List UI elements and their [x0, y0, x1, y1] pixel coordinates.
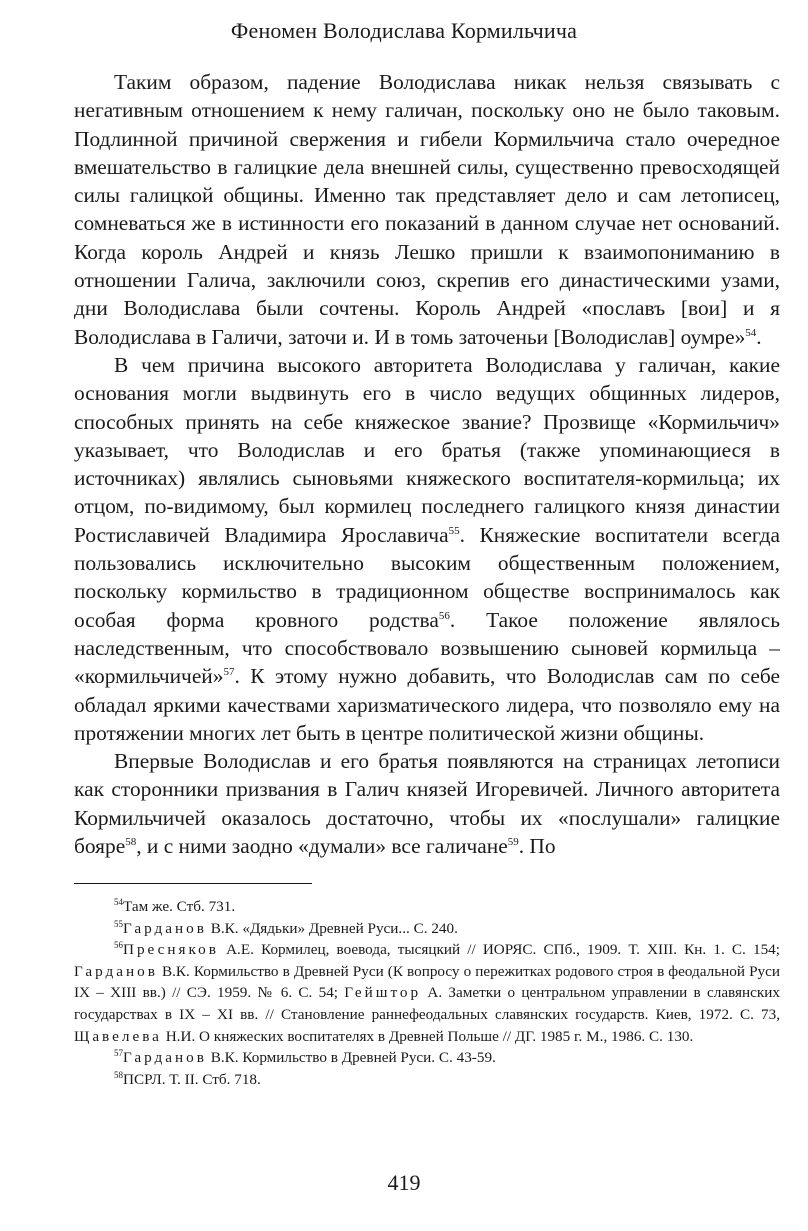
paragraph-1 — [74, 68, 780, 351]
footnote-55 — [74, 918, 780, 940]
footnote-57 — [74, 1047, 780, 1069]
paragraph-2 — [74, 351, 780, 747]
footnote-ref-54[interactable]: 54 — [745, 326, 757, 339]
paragraph-3-text-b: , и с ними заодно «думали» все галичане — [136, 834, 508, 859]
footnote-text: В.К. Кормильство в Древней Руси. С. 43-59. — [206, 1049, 496, 1067]
paragraph-2-text-b: . Княжеские воспитатели всегда пользовались исключительно высоким общественным положением, поскольку кормильство в традиционном обществе воспринималось как особая форма кровного родства — [74, 522, 780, 632]
footnote-text: Там же. Стб. 731. — [123, 898, 236, 915]
footnote-ref-56[interactable]: 56 — [438, 609, 450, 622]
paragraph-1-text: Таким образом, падение Володислава никак нельзя связывать с негативным отношением к нему галичан, поскольку оно не было таковым. Подлинной причиной свержения и гибели Кормильчича стало очередное вмешательство в галицкие дела внешней силы, существенно превосходящей силы галицкой общины. Именно так представляет дело и сам летописец, сомневаться же в истинности его показаний в данном случае нет оснований. Когда король Андрей и князь Лешко пришли к взаимопониманию в отношении Галича, заключили союз, скрепив его династическими узами, дни Володислава были сочтены. Король Андрей «пославъ [вои] и я Володислава в Галичи, заточи и. И в томь заточеньи [Володислав] оумре» — [74, 70, 780, 349]
footnote-author: Гарданов — [123, 919, 207, 937]
footnote-text: ПСРЛ. Т. II. Стб. 718. — [123, 1070, 261, 1088]
footnote-ref-57[interactable]: 57 — [223, 666, 235, 679]
footnote-divider — [74, 883, 312, 884]
footnote-58 — [74, 1069, 780, 1091]
footnote-text: А. Заметки о центральном управлении в славянских государствах в IX – XI вв. // Становление раннефеодальных славянских государств. Киев, 1972. С. 73, — [74, 984, 780, 1023]
footnote-author: Гарданов — [123, 1049, 207, 1067]
running-title: Феномен Володислава Кормильчича — [230, 18, 578, 43]
footnote-56 — [74, 939, 780, 1047]
footnote-ref-59[interactable]: 59 — [507, 836, 519, 849]
footnote-number: 58 — [114, 1069, 123, 1080]
footnote-text: А.Е. Кормилец, воевода, тысяцкий // ИОРЯС. СПб., 1909. Т. XIII. Кн. 1. С. 154; — [218, 941, 780, 959]
footnote-author: Пресняков — [123, 941, 219, 959]
paragraph-2-text-a: В чем причина высокого авторитета Володислава у галичан, какие основания могли выдвинуть его в число ведущих общинных лидеров, способных принять на себе княжеское звание? Прозвище «Кормильчич» указывает, что Володислав и его братья (также упоминающиеся в источниках) являлись сыновьями княжеского воспитателя-кормильца; их отцом, по-видимому, был кормилец последнего галицкого князя династии Ростиславичей Владимира Ярославича — [74, 352, 780, 547]
footnotes — [74, 896, 780, 1090]
paragraph-3-text-c: . По — [518, 834, 556, 859]
footnote-ref-55[interactable]: 55 — [448, 524, 460, 537]
footnote-text: Н.И. О княжеских воспитателях в Древней Польше // ДГ. 1985 г. М., 1986. С. 130. — [161, 1027, 694, 1045]
paragraph-3 — [74, 747, 780, 860]
footnote-author: Гарданов — [74, 962, 158, 980]
footnote-author: Гейштор — [344, 984, 422, 1002]
footnote-author: Щавелева — [74, 1027, 162, 1045]
main-text — [74, 68, 780, 860]
footnote-text: В.К. Кормильство в Древней Руси (К вопросу о пережитках родового строя в феодальной Руси IX – XIII вв.) // СЭ. 1959. № 6. С. 54; — [74, 962, 780, 1002]
footnote-number: 55 — [114, 918, 123, 929]
page-number: 419 — [387, 1170, 421, 1195]
footnote-number: 54 — [114, 897, 123, 907]
paragraph-3-text-a: Впервые Володислав и его братья появляются на страницах летописи как сторонники призвания в Галич князей Игоревичей. Личного авторитета Кормильчичей оказалось достаточно, чтобы их «послушали» галицкие бояре — [74, 749, 780, 859]
footnote-54 — [74, 896, 780, 918]
footnote-ref-58[interactable]: 58 — [125, 836, 137, 849]
footnote-number: 56 — [114, 940, 123, 951]
paragraph-2-text-c: . Такое положение являлось наследственным, что способствовало возвышению сыновей кормильца – «кормильчичей» — [74, 607, 780, 689]
paragraph-1-end: . — [756, 324, 762, 349]
footnote-number: 57 — [114, 1048, 123, 1059]
paragraph-2-text-d: . К этому нужно добавить, что Володислав сам по себе обладал яркими качествами харизматического лидера, что позволяло ему на протяжении многих лет быть в центре политической жизни общины. — [74, 664, 780, 745]
footnote-text: В.К. «Дядьки» Древней Руси... С. 240. — [206, 919, 458, 937]
